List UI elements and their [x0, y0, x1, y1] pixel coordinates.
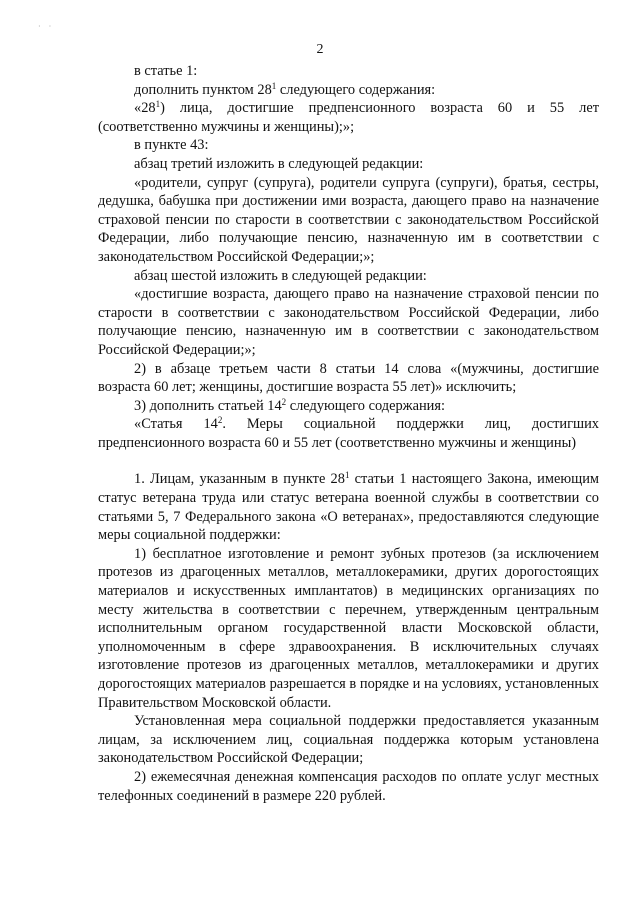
paragraph: 2) ежемесячная денежная компенсация расходов по оплате услуг местных телефонных соединений в размере 220 рублей.: [98, 768, 599, 804]
paragraph: «$28^1$) лица, достигшие предпенсионного возраста 60 и 55 лет (соответственно мужчины и женщины);»;: [98, 99, 599, 135]
paragraph: Установленная мера социальной поддержки предоставляется указанным лицам, за исключением лиц, социальная поддержка которым установлена законодательством Российской Федерации;: [98, 713, 599, 767]
article-heading: «Статья $14^2$. Меры социальной поддержки лиц, достигших предпенсионного возраста 60 и 55 лет (соответственно мужчины и женщины): [98, 415, 599, 451]
paragraph: 2) в абзаце третьем части 8 статьи 14 слова «(мужчины, достигшие возраста 60 лет; женщины, достигшие возраста 55 лет)» исключить;: [98, 360, 599, 396]
page-number: 2: [316, 42, 324, 57]
paragraph: 1. Лицам, указанным в пункте $28^1$ статьи 1 настоящего Закона, имеющим статус ветерана труда или статус ветерана военной службы в соответствии со статьями 5, 7 Федерального закона «О ветеранах», предоставляются следующие меры социальной поддержки:: [98, 470, 599, 544]
paragraph: дополнить пунктом $28^1$ следующего содержания:: [134, 80, 436, 98]
paragraph: 3) дополнить статьей $14^2$ следующего содержания:: [134, 396, 445, 414]
paragraph: «родители, супруг (супруга), родители супруга (супруги), братья, сестры, дедушка, бабушка при достижении ими возраста, дающего право на назначение страховой пенсии по старости в соответствии с законодательством Российской Федерации, либо получающие пенсию, назначенную им в соответствии с законодательством Российской Федерации;»;: [98, 174, 599, 265]
paragraph: абзац шестой изложить в следующей редакции:: [134, 267, 427, 284]
paragraph-gap: [98, 452, 599, 470]
paragraph: абзац третий изложить в следующей редакции:: [134, 155, 424, 172]
document-body: [98, 62, 599, 805]
paragraph: 1) бесплатное изготовление и ремонт зубных протезов (за исключением протезов из драгоценных металлов, металлокерамики, других дорогостоящих материалов и искусственных имплантатов) в медицинских организациях по месту жительства в соответствии с перечнем, утвержденным центральным исполнительным органом государственной власти Московской области, уполномоченным в сфере здравоохранения. В исключительных случаях изготовление протезов из драгоценных металлов, металлокерамики и других дорогостоящих материалов разрешается в порядке и на условиях, установленных Правительством Московской области.: [98, 545, 599, 711]
paragraph: в статье 1:: [134, 63, 198, 79]
paragraph: в пункте 43:: [134, 137, 209, 154]
paragraph: «достигшие возраста, дающего право на назначение страховой пенсии по старости в соответствии с законодательством Российской Федерации, либо получающие пенсию, назначенную им в соответствии с законодательством Российской Федерации;»;: [98, 286, 599, 358]
corner-marks: · ·: [38, 22, 55, 31]
